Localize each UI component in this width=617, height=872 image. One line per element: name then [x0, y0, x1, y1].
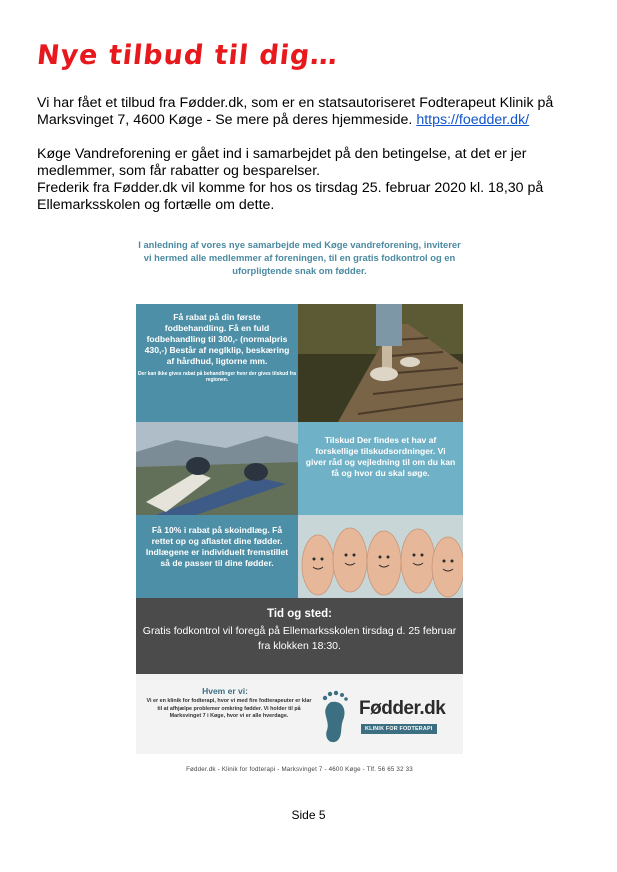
foot-icon	[321, 688, 357, 744]
discount-text: Få rabat på din første fodbehandling. Få en fuld fodbehandling til 300,- (normalpris 430,-) Består af neglklip, beskæring af hårdhud, ligtorne mm.	[144, 312, 290, 366]
foedder-logo	[321, 688, 461, 744]
time-place-text: Gratis fodkontrol vil foregå på Ellemarksskolen tirsdag d. 25 februar fra klokken 18:30.	[142, 625, 457, 652]
intro-text: Vi har fået et tilbud fra Fødder.dk, som er en statsautoriseret Fodterapeut Klinik på Marksvinget 7, 4600 Køge - Se mere på deres hjemmeside.	[37, 95, 554, 128]
boardwalk-photo	[298, 304, 463, 422]
discount-box	[136, 304, 298, 422]
subsidy-text: Tilskud Der findes et hav af forskellige tilskudsordninger. Vi giver råd og vejledning til om du kan få og hvor du skal søge.	[305, 435, 456, 478]
mountain-photo	[136, 422, 298, 515]
about-heading: Hvem er vi:	[202, 686, 248, 696]
about-text: Vi er en klinik for fodterapi, hvor vi med fire fodterapeuter er klar til at afhjælpe problemer omkring fødder. Vi holder til på Marksvinget 7 i Køge, hvor vi er alle hverdage.	[146, 698, 312, 720]
page-number: Side 5	[291, 808, 326, 822]
foedder-link[interactable]: https://foedder.dk/	[416, 112, 530, 128]
discount-note: Der kan ikke gives rabat på behandlinger hvor der gives tilskud fra regionen.	[137, 371, 297, 383]
logo-tagline: KLINIK FOR FODTERAPI	[361, 724, 437, 734]
logo-brand: Fødder.dk	[359, 698, 446, 719]
happy-feet-photo	[298, 515, 463, 598]
insoles-box	[136, 515, 298, 598]
insoles-text: Få 10% i rabat på skoindlæg. Få rettet op og aflastet dine fødder. Indlægene er individuelt fremstillet så de passer til dine fødder.	[145, 525, 289, 568]
info-line-2: Frederik fra Fødder.dk vil komme for hos os tirsdag 25. februar 2020 kl. 18,30 på Ellemarksskolen og fortælle om dette.	[37, 180, 544, 213]
intro-paragraph	[37, 95, 597, 129]
flyer-footer: Fødder.dk - Klinik for fodterapi - Marksvinget 7 - 4600 Køge - Tlf. 56 65 32 33	[186, 766, 413, 773]
page-title: Nye tilbud til dig…	[35, 40, 340, 71]
flyer-intro: I anledning af vores nye samarbejde med Køge vandreforening, inviterer vi hermed alle medlemmer af foreningen, til en gratis fodkontrol og en uforpligtende snak om fødder.	[138, 239, 461, 276]
flyer-image	[136, 232, 463, 754]
about-box	[136, 674, 463, 754]
subsidy-box	[298, 422, 463, 515]
info-line-1: Køge Vandreforening er gået ind i samarbejdet på den betingelse, at det er jer medlemmer, som får rabatter og besparelser.	[37, 146, 527, 179]
info-paragraph	[37, 146, 597, 214]
time-place-heading: Tid og sted:	[267, 608, 332, 620]
time-place-box	[136, 598, 463, 674]
